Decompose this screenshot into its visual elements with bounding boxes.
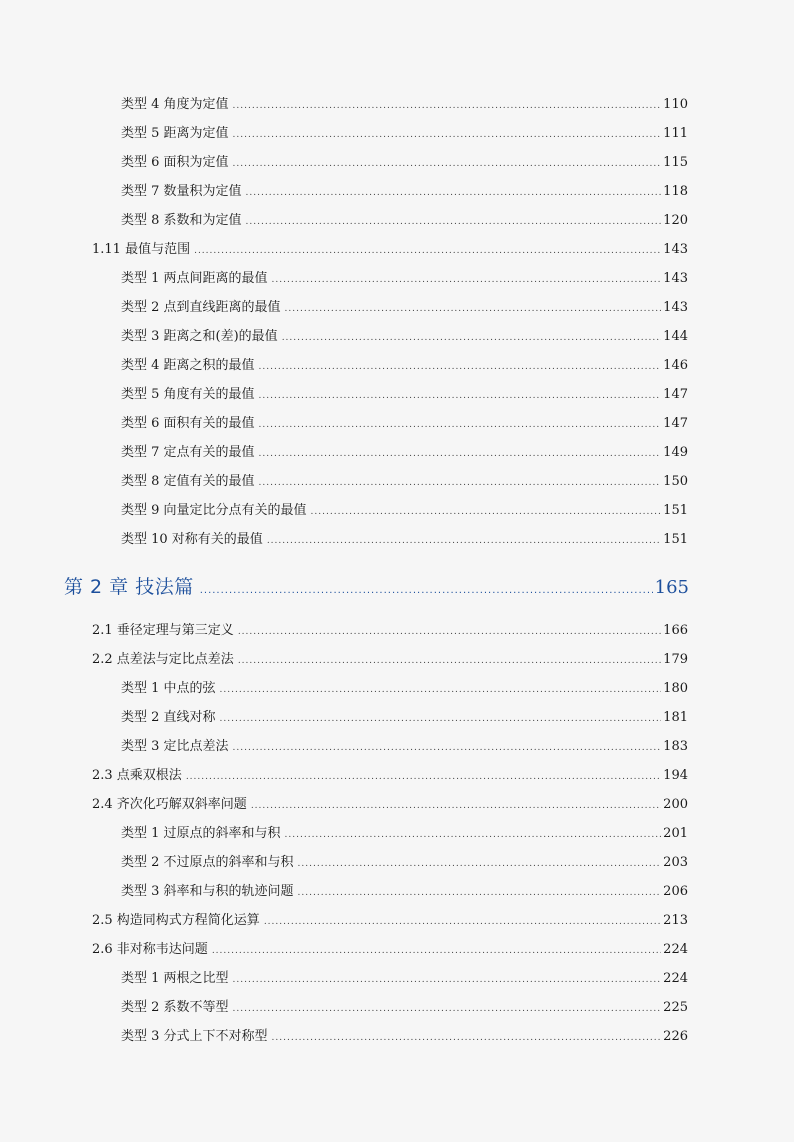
toc-entry[interactable] [121,271,688,287]
toc-section-page: 179 [663,652,688,667]
leader-dots [200,578,653,604]
toc-entry-label: 类型 9 向量定比分点有关的最值 [121,503,307,518]
toc-entry-page: 201 [663,826,688,841]
leader-dots [272,1030,662,1046]
toc-entry[interactable] [121,503,688,519]
leader-dots [233,972,662,988]
leader-dots [272,272,662,288]
toc-entry-label: 类型 4 距离之积的最值 [121,358,255,373]
toc-entry[interactable] [121,300,688,316]
toc-entry-label: 类型 5 距离为定值 [121,126,229,141]
toc-entry[interactable] [121,710,688,726]
toc-entry[interactable] [121,155,688,171]
toc-entry-label: 类型 2 不过原点的斜率和与积 [121,855,294,870]
toc-entry-page: 151 [663,532,688,547]
toc-entry-label: 类型 1 过原点的斜率和与积 [121,826,281,841]
leader-dots [233,740,662,756]
toc-entry-label: 类型 1 两根之比型 [121,971,229,986]
toc-entry-page: 118 [663,184,688,199]
toc-entry[interactable] [121,971,688,987]
toc-entry[interactable] [121,329,688,345]
chapter-title: 第 2 章 技法篇 [64,576,194,598]
leader-dots [220,711,662,727]
toc-entry-label: 类型 3 斜率和与积的轨迹问题 [121,884,294,899]
toc-entry-label: 类型 3 距离之和(差)的最值 [121,329,278,344]
toc-section-page: 213 [663,913,688,928]
toc-entry[interactable] [121,97,688,113]
toc-entry-label: 类型 6 面积为定值 [121,155,229,170]
leader-dots [259,359,662,375]
leader-dots [285,827,662,843]
leader-dots [246,214,662,230]
toc-section-label: 2.3 点乘双根法 [92,768,182,783]
toc-entry-page: 225 [663,1000,688,1015]
toc-entry[interactable] [121,474,688,490]
toc-entry-label: 类型 4 角度为定值 [121,97,229,112]
leader-dots [238,624,661,640]
toc-section-label: 2.2 点差法与定比点差法 [92,652,234,667]
toc-section[interactable] [92,623,688,639]
toc-entry-page: 143 [663,300,688,315]
toc-section[interactable] [92,652,688,668]
toc-entry-page: 206 [663,884,688,899]
leader-dots [233,127,662,143]
leader-dots [212,943,661,959]
toc-entry[interactable] [121,739,688,755]
toc-entry-label: 类型 7 数量积为定值 [121,184,242,199]
leader-dots [251,798,661,814]
leader-dots [233,156,662,172]
toc-entry-page: 111 [663,126,688,141]
toc-entry-page: 143 [663,271,688,286]
toc-section[interactable] [92,797,688,813]
toc-entry[interactable] [121,532,688,548]
toc-entry-label: 类型 3 分式上下不对称型 [121,1029,268,1044]
toc-entry-page: 144 [663,329,688,344]
leader-dots [259,475,662,491]
leader-dots [264,914,661,930]
toc-entry-page: 120 [663,213,688,228]
leader-dots [298,856,662,872]
toc-entry-page: 146 [663,358,688,373]
toc-section-page: 166 [663,623,688,638]
toc-entry[interactable] [121,387,688,403]
toc-section-label: 2.6 非对称韦达问题 [92,942,208,957]
toc-entry-label: 类型 8 系数和为定值 [121,213,242,228]
toc-section-page: 224 [663,942,688,957]
toc-entry-page: 147 [663,416,688,431]
toc-section-page: 194 [663,768,688,783]
toc-entry[interactable] [121,826,688,842]
leader-dots [259,417,662,433]
toc-entry-label: 类型 3 定比点差法 [121,739,229,754]
toc-entry-page: 203 [663,855,688,870]
toc-entry-page: 181 [663,710,688,725]
toc-section-label: 2.4 齐次化巧解双斜率问题 [92,797,247,812]
toc-entry-label: 类型 2 点到直线距离的最值 [121,300,281,315]
toc-entry-label: 类型 8 定值有关的最值 [121,474,255,489]
toc-section[interactable] [92,913,688,929]
toc-entry-label: 类型 5 角度有关的最值 [121,387,255,402]
toc-entry-page: 226 [663,1029,688,1044]
leader-dots [282,330,661,346]
toc-entry-page: 183 [663,739,688,754]
toc-section-page: 143 [663,242,688,257]
toc-entry-label: 类型 6 面积有关的最值 [121,416,255,431]
leader-dots [186,769,661,785]
toc-entry-page: 147 [663,387,688,402]
toc-section-page: 200 [663,797,688,812]
leader-dots [267,533,661,549]
toc-entry-page: 115 [663,155,688,170]
toc-entry[interactable] [121,681,688,697]
toc-entry[interactable] [121,855,688,871]
leader-dots [246,185,662,201]
leader-dots [233,1001,662,1017]
toc-entry[interactable] [121,184,688,200]
toc-entry[interactable] [121,1000,688,1016]
toc-entry-label: 类型 2 直线对称 [121,710,216,725]
toc-entry-page: 150 [663,474,688,489]
toc-entry-page: 180 [663,681,688,696]
leader-dots [298,885,662,901]
toc-entry[interactable] [121,445,688,461]
toc-section[interactable] [92,942,688,958]
toc-entry[interactable] [121,416,688,432]
toc-entry-label: 类型 7 定点有关的最值 [121,445,255,460]
toc-entry-page: 224 [663,971,688,986]
toc-entry[interactable] [121,884,688,900]
toc-entry[interactable] [121,1029,688,1045]
toc-entry[interactable] [121,126,688,142]
toc-section[interactable] [92,768,688,784]
toc-entry-page: 151 [663,503,688,518]
toc-entry-page: 149 [663,445,688,460]
toc-entry-label: 类型 1 中点的弦 [121,681,216,696]
toc-entry-label: 类型 10 对称有关的最值 [121,532,263,547]
leader-dots [233,98,662,114]
toc-entry-label: 类型 2 系数不等型 [121,1000,229,1015]
toc-entry-page: 110 [663,97,688,112]
toc-entry[interactable] [121,358,688,374]
toc-entry[interactable] [121,213,688,229]
leader-dots [259,446,662,462]
toc-section[interactable] [92,242,688,258]
leader-dots [238,653,661,669]
toc-section-label: 2.1 垂径定理与第三定义 [92,623,234,638]
toc-entry-label: 类型 1 两点间距离的最值 [121,271,268,286]
toc-section-label: 2.5 构造同构式方程简化运算 [92,913,260,928]
leader-dots [259,388,662,404]
chapter-page: 165 [654,577,689,598]
chapter-heading[interactable] [64,574,689,600]
toc-section-label: 1.11 最值与范围 [92,242,191,257]
leader-dots [220,682,662,698]
leader-dots [285,301,662,317]
leader-dots [194,243,661,259]
leader-dots [311,504,662,520]
